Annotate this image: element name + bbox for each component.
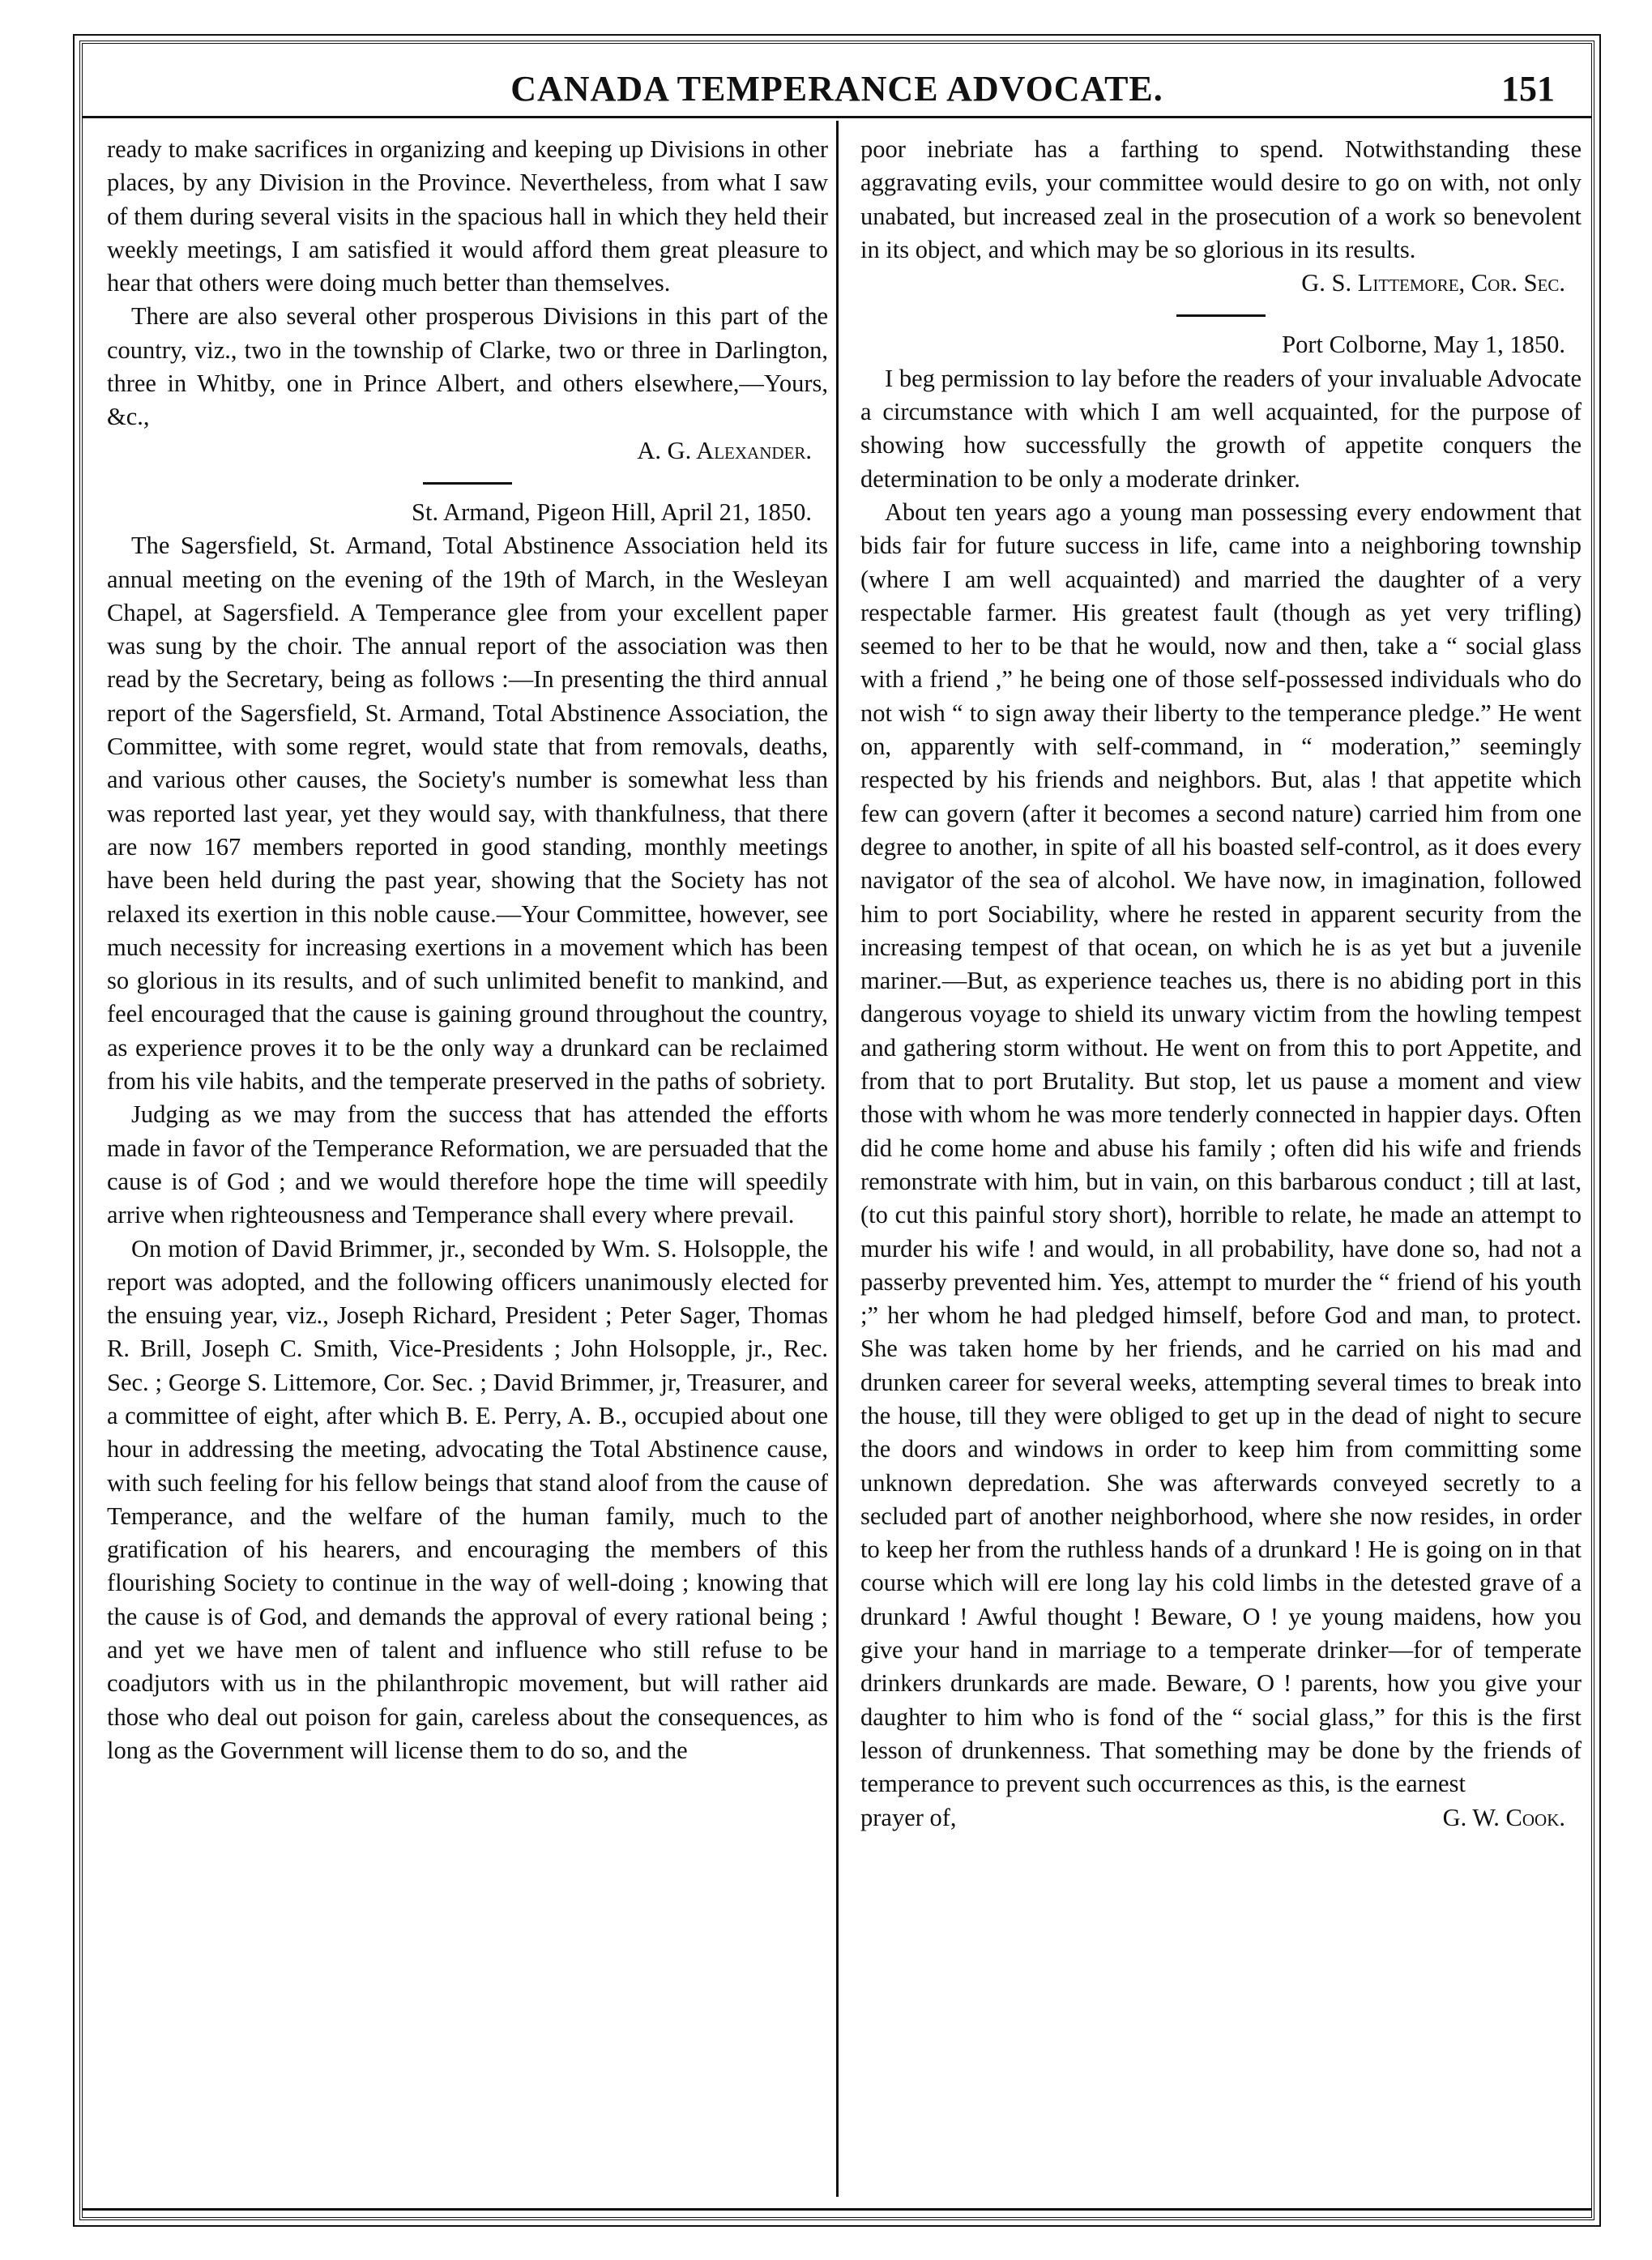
left-column [107,133,828,1767]
column-divider [836,121,839,2197]
dateline-port-colborne: Port Colborne, May 1, 1850. [1282,331,1565,359]
report-continuation-paragraph: poor inebriate has a farthing to spend. Notwithstanding these aggravating evils, your committee would desire to go on with, not only unabated, but increased zeal in the prosecution of a work so benevolent in its object, and which may be so glorious in its results. [860,135,1582,263]
newspaper-page [79,41,1594,2220]
signature-cook: G. W. Cook. [1442,1803,1565,1831]
letter-continuation-paragraph: ready to make sacrifices in organizing and keeping up Divisions in other places, by any Division in the Province. Nevertheless, from what I saw of them during several visits in the spacious hall in which they held their weekly meetings, I am satisfied it would afford them great pleasure to hear that others were doing much better than themselves. [107,135,828,297]
dateline-st-armand: St. Armand, Pigeon Hill, April 21, 1850. [412,498,812,526]
right-column [860,133,1582,1835]
young-man-story-paragraph: About ten years ago a young man possessing every endowment that bids fair for future success in life, came into a neighboring township (where I am well acquainted) and married the daughter of a very respectable farmer. His greatest fault (though as yet very trifling) seemed to her to be that he would, now and then, take a “ social glass with a friend ,” he being one of those self-possessed individuals who do not wish “ to sign away their liberty to the temperance pledge.” He went on, apparently with self-command, in “ moderation,” seemingly respected by his friends and neighbors. But, alas ! that appetite which few can govern (after it becomes a second nature) carried him from one degree to another, in spite of all his boasted self-control, as it does every navigator of the sea of alcohol. We have now, in imagination, followed him to port Sociability, where he rested in apparent security from the increasing tempest of that ocean, on which he is as yet but a juvenile mariner.—But, as experience teaches us, there is no abiding port in this dangerous voyage to shield its unwary victim from the howling tempest and gathering storm without. He went on from this to port Appetite, and from that to port Brutality. But stop, let us pause a moment and view those with whom he was more tenderly connected in happier days. Often did he come home and abuse his family ; often did his wife and friends remonstrate with him, but in vain, on this barbarous conduct ; till at last, (to cut this painful story short), horrible to relate, he made an attempt to murder his wife ! and would, in all probability, have done so, had not a passerby prevented him. Yes, attempt to murder the “ friend of his youth ;” her whom he had pledged himself, before God and man, to protect. She was taken home by her friends, and he carried on his mad and drunken career for several weeks, attempting several times to break into the house, till they were obliged to get up in the dead of night to secure the doors and windows in order to keep him from committing some unknown depredation. She was afterwards conveyed secretly to a secluded part of another neighborhood, where she now resides, in order to keep her from the ruthless hands of a drunkard ! He is going on in that course which will ere long lay his cold limbs in the detested grave of a drunkard ! Awful thought ! Beware, O ! ye young maidens, how you give your hand in marriage to a temperate drinker—for of temperate drinkers drunkards are made. Beware, O ! parents, how you give your daughter to him who is fond of the “ social glass,” for this is the first lesson of drunkenness. That something may be done by the friends of temperance to prevent such occurrences as this, is the earnest [860,498,1582,1798]
annual-report-paragraph: The Sagersfield, St. Armand, Total Abstinence Association held its annual meeting on the evening of the 19th of March, in the Wesleyan Chapel, at Sagersfield. A Temperance glee from your excellent paper was sung by the choir. The annual report of the association was then read by the Secretary, being as follows :—In presenting the third annual report of the Sagersfield, St. Armand, Total Abstinence Association, the Committee, with some regret, would state that from removals, deaths, and various other causes, the Society's number is somewhat less than was reported last year, yet they would say, with thankfulness, that there are now 167 members reported in good standing, monthly meetings have been held during the past year, showing that the Society has not relaxed its exertion in this noble cause.—Your Committee, however, see much necessity for increasing exertions in a movement which has been so glorious in its results, and of such unlimited benefit to mankind, and feel encouraged that the cause is gaining ground throughout the country, as experience proves it to be the only way a drunkard can be reclaimed from his vile habits, and the temperate preserved in the paths of sobriety. [107,532,828,1096]
divisions-paragraph: There are also several other prosperous Divisions in this part of the country, viz., two in the township of Clarke, two or three in Darlington, three in Whitby, one in Prince Albert, and others elsewhere,—Yours, &c., [107,302,828,431]
prayer-of-text: prayer of, [860,1803,957,1831]
page-number: 151 [1501,69,1555,109]
signature-alexander: A. G. Alexander. [637,436,812,464]
officers-paragraph: On motion of David Brimmer, jr., seconded by Wm. S. Holsopple, the report was adopted, and the following officers unanimously elected for the ensuing year, viz., Joseph Richard, President ; Peter Sager, Thomas R. Brill, Joseph C. Smith, Vice-Presidents ; John Holsopple, jr., Rec. Sec. ; George S. Littemore, Cor. Sec. ; David Brimmer, jr, Treasurer, and a committee of eight, after which B. E. Perry, A. B., occupied about one hour in addressing the meeting, advocating the Total Abstinence cause, with such feeling for his fellow beings that stand aloof from the cause of Temperance, and the welfare of the human family, much to the gratification of his hearers, and encouraging the members of this flourishing Society to continue in the way of well-doing ; knowing that the cause is of God, and demands the approval of every rational being ; and yet we have men of talent and influence who still refuse to be coadjutors with us in the philanthropic movement, but will rather aid those who deal out poison for gain, careless about the consequences, as long as the Government will license them to do so, and the [107,1234,828,1764]
bottom-rule [83,2208,1591,2217]
section-divider [423,482,512,485]
running-title: CANADA TEMPERANCE ADVOCATE. [510,69,1163,109]
closing-line [860,1801,1582,1835]
section-divider [1176,314,1266,317]
page-header [83,44,1591,118]
judging-paragraph: Judging as we may from the success that has attended the efforts made in favor of the Temperance Reformation, we are persuaded that the cause is of God ; and we would therefore hope the time will speedily arrive when righteousness and Temperance shall every where prevail. [107,1100,828,1229]
signature-littemore: G. S. Littemore, Cor. Sec. [1301,269,1565,297]
intro-paragraph: I beg permission to lay before the readers of your invaluable Advocate a circumstance with which I am well acquainted, for the purpose of showing how successfully the growth of appetite conquers the determination to be only a moderate drinker. [860,364,1582,493]
